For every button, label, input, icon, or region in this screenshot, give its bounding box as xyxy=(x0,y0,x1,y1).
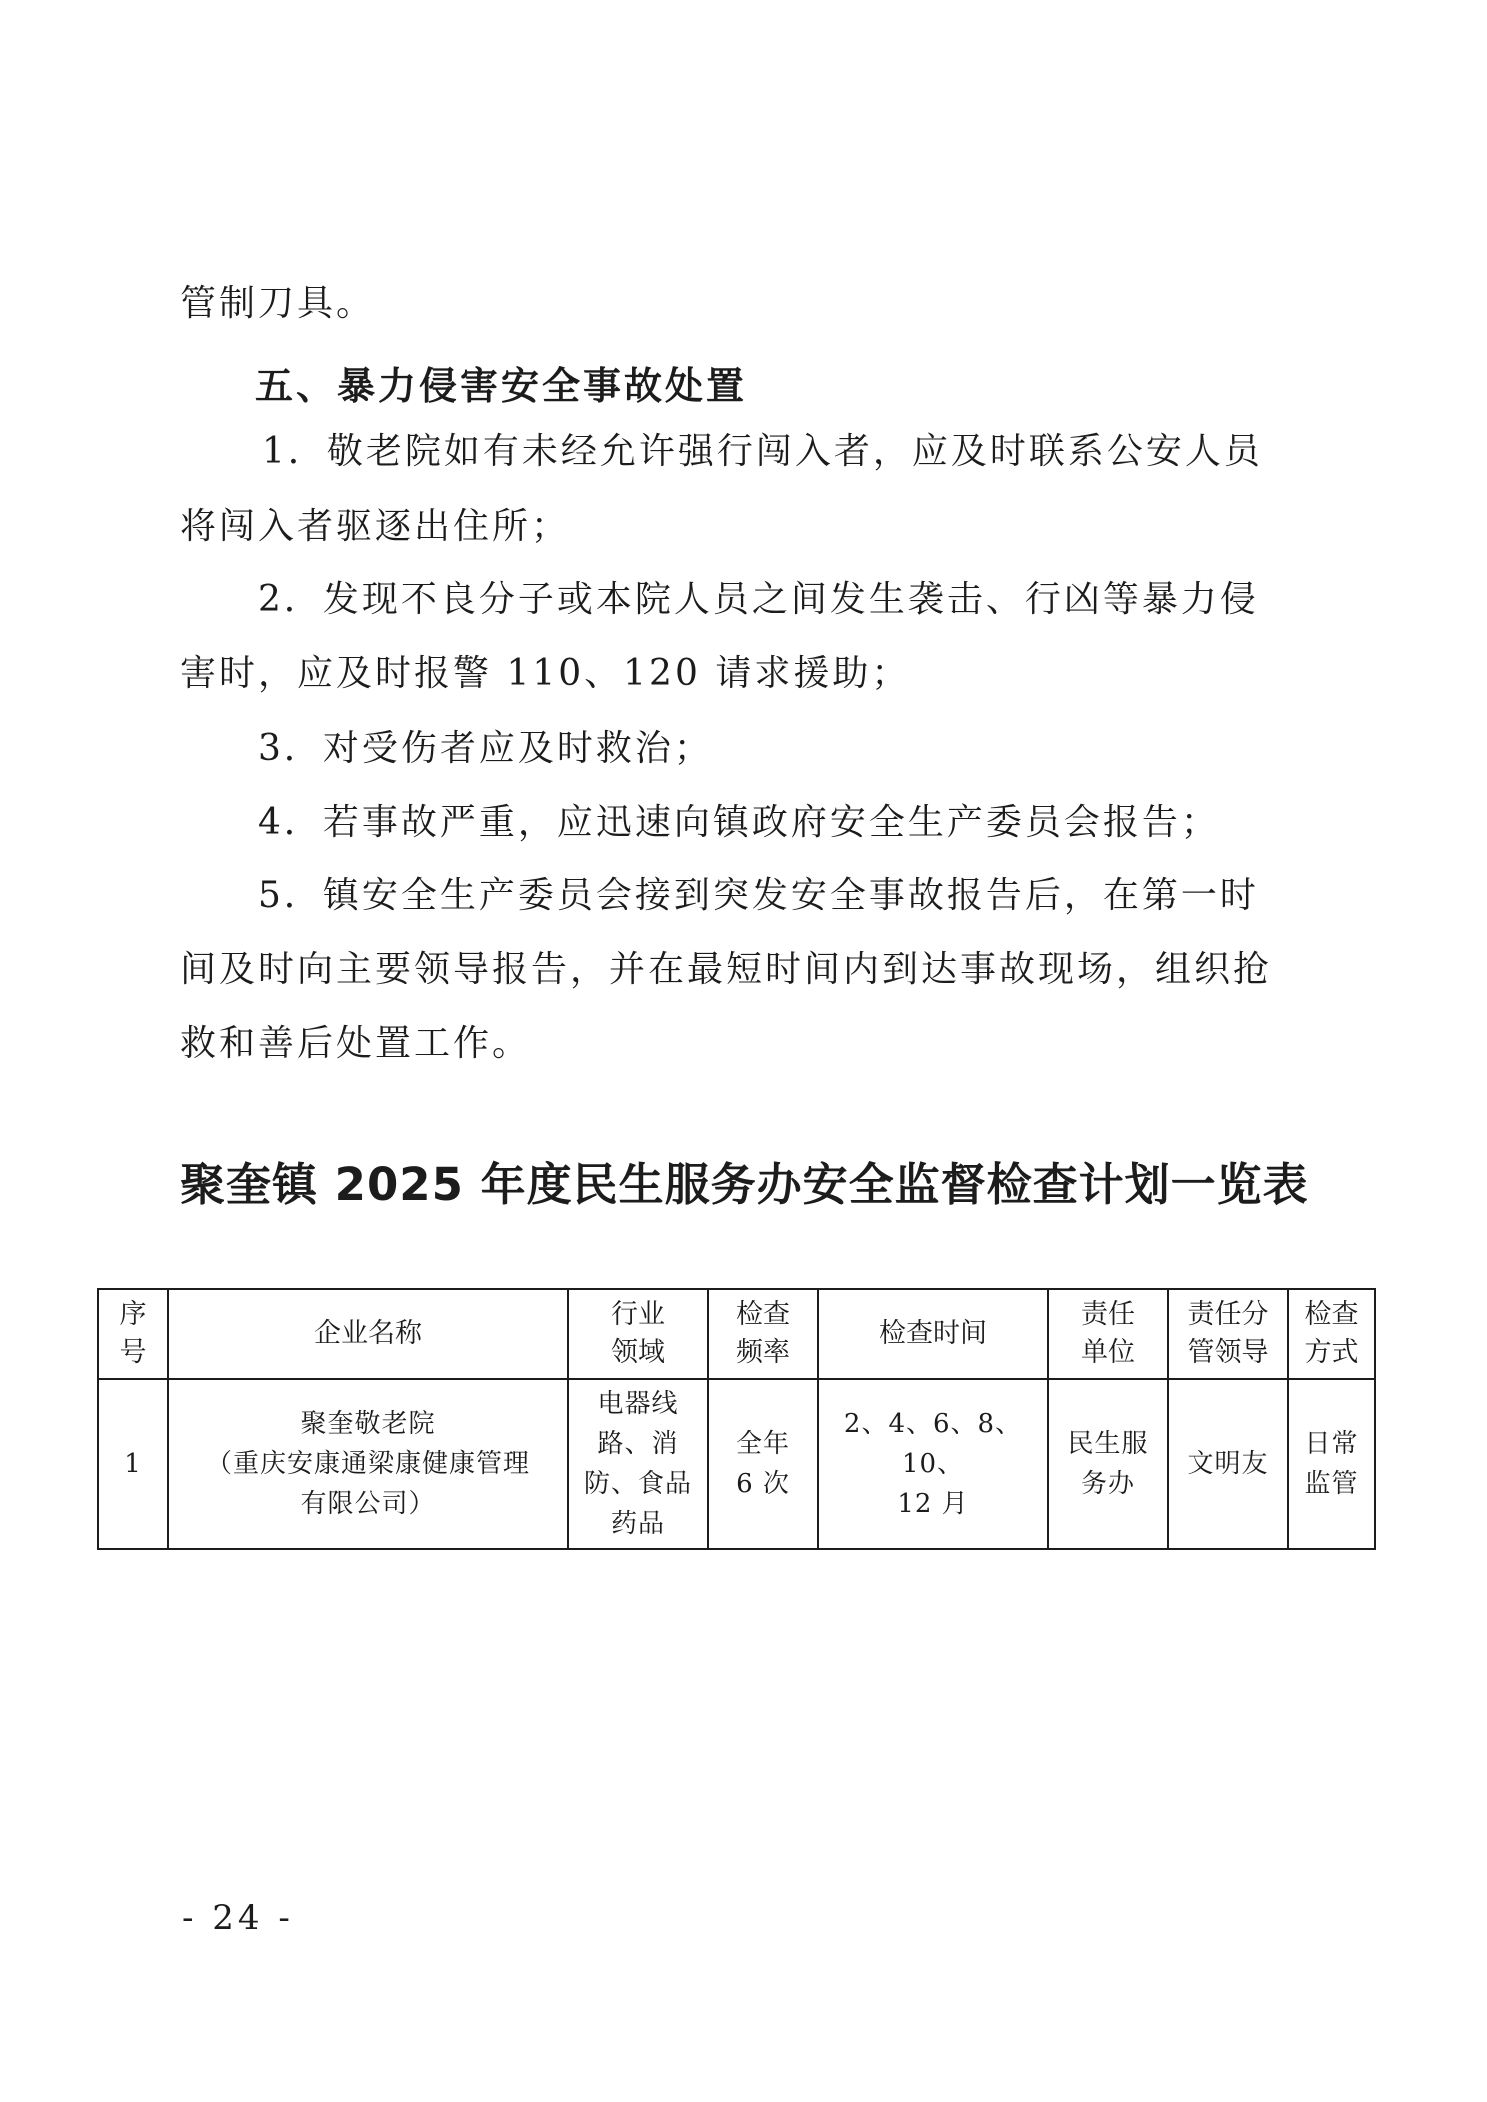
cell-text-line: 行业 xyxy=(611,1299,665,1330)
cell-text-line: 防、食品 xyxy=(583,1469,692,1499)
cell-text-line: 2、4、6、8、10、 xyxy=(843,1409,1023,1479)
cell-time xyxy=(818,1379,1048,1549)
text-line: 间及时向主要领导报告，并在最短时间内到达事故现场，组织抢 xyxy=(180,949,1273,990)
cell-text-line: 药品 xyxy=(610,1509,665,1539)
cell-text-line: 频率 xyxy=(736,1337,790,1368)
cell-text-line: 6 次 xyxy=(736,1469,790,1499)
cell-text-line: 民生服 xyxy=(1067,1429,1149,1459)
cell-text-line: 检查时间 xyxy=(879,1318,987,1349)
inspection-plan-table xyxy=(97,1288,1376,1550)
cell-text-line: 责任 xyxy=(1081,1299,1135,1330)
cell-method xyxy=(1288,1379,1375,1549)
cell-text-line: 管领导 xyxy=(1187,1337,1269,1368)
cell-text-line: 12 月 xyxy=(897,1489,969,1519)
cell-unit xyxy=(1048,1379,1168,1549)
header-unit xyxy=(1048,1289,1168,1379)
cell-seq xyxy=(98,1379,168,1549)
table-title: 聚奎镇 2025 年度民生服务办安全监督检查计划一览表 xyxy=(180,1158,1309,1211)
cell-text-line: （重庆安康通梁康健康管理 xyxy=(205,1449,530,1479)
cell-text-line: 聚奎敬老院 xyxy=(300,1409,436,1439)
cell-text-line: 序 xyxy=(119,1299,147,1330)
header-company xyxy=(168,1289,568,1379)
text-line: 1．敬老院如有未经允许强行闯入者，应及时联系公安人员 xyxy=(262,431,1263,472)
section-heading: 五、暴力侵害安全事故处置 xyxy=(255,364,748,408)
cell-text-line: 路、消 xyxy=(597,1429,679,1459)
text-line: 4．若事故严重，应迅速向镇政府安全生产委员会报告； xyxy=(258,802,1220,843)
header-leader xyxy=(1168,1289,1288,1379)
text-line: 2．发现不良分子或本院人员之间发生袭击、行凶等暴力侵 xyxy=(258,579,1259,620)
cell-text-line: 方式 xyxy=(1304,1337,1359,1368)
header-time xyxy=(818,1289,1048,1379)
table-header-row xyxy=(98,1289,1375,1379)
cell-company xyxy=(168,1379,568,1549)
text-line: 将闯入者驱逐出住所； xyxy=(180,506,571,547)
cell-text-line: 有限公司） xyxy=(300,1489,436,1519)
cell-leader xyxy=(1168,1379,1288,1549)
cell-text-line: 责任分 xyxy=(1187,1299,1269,1330)
cell-text-line: 文明友 xyxy=(1187,1449,1269,1479)
page-number: - 24 - xyxy=(182,1898,294,1938)
text-line: 救和善后处置工作。 xyxy=(180,1023,532,1064)
cell-text-line: 领域 xyxy=(611,1337,665,1368)
header-industry xyxy=(568,1289,708,1379)
text-line: 管制刀具。 xyxy=(180,283,376,324)
cell-frequency xyxy=(708,1379,818,1549)
cell-text-line: 全年 xyxy=(735,1429,790,1459)
text-line: 3．对受伤者应及时救治； xyxy=(258,728,713,769)
cell-text-line: 检查 xyxy=(736,1299,790,1330)
table-row xyxy=(98,1379,1375,1549)
header-frequency xyxy=(708,1289,818,1379)
cell-text-line: 监管 xyxy=(1304,1469,1359,1499)
header-seq xyxy=(98,1289,168,1379)
cell-text-line: 1 xyxy=(124,1449,142,1479)
cell-text-line: 电器线 xyxy=(597,1389,679,1419)
text-line: 害时，应及时报警 110、120 请求援助； xyxy=(180,653,911,694)
cell-text-line: 单位 xyxy=(1081,1337,1135,1368)
cell-text-line: 日常 xyxy=(1304,1429,1359,1459)
cell-text-line: 务办 xyxy=(1080,1469,1135,1499)
header-method xyxy=(1288,1289,1375,1379)
cell-text-line: 检查 xyxy=(1304,1299,1359,1330)
cell-text-line: 号 xyxy=(119,1337,147,1368)
cell-text-line: 企业名称 xyxy=(314,1318,422,1349)
text-line: 5．镇安全生产委员会接到突发安全事故报告后，在第一时 xyxy=(258,875,1259,916)
cell-industry xyxy=(568,1379,708,1549)
